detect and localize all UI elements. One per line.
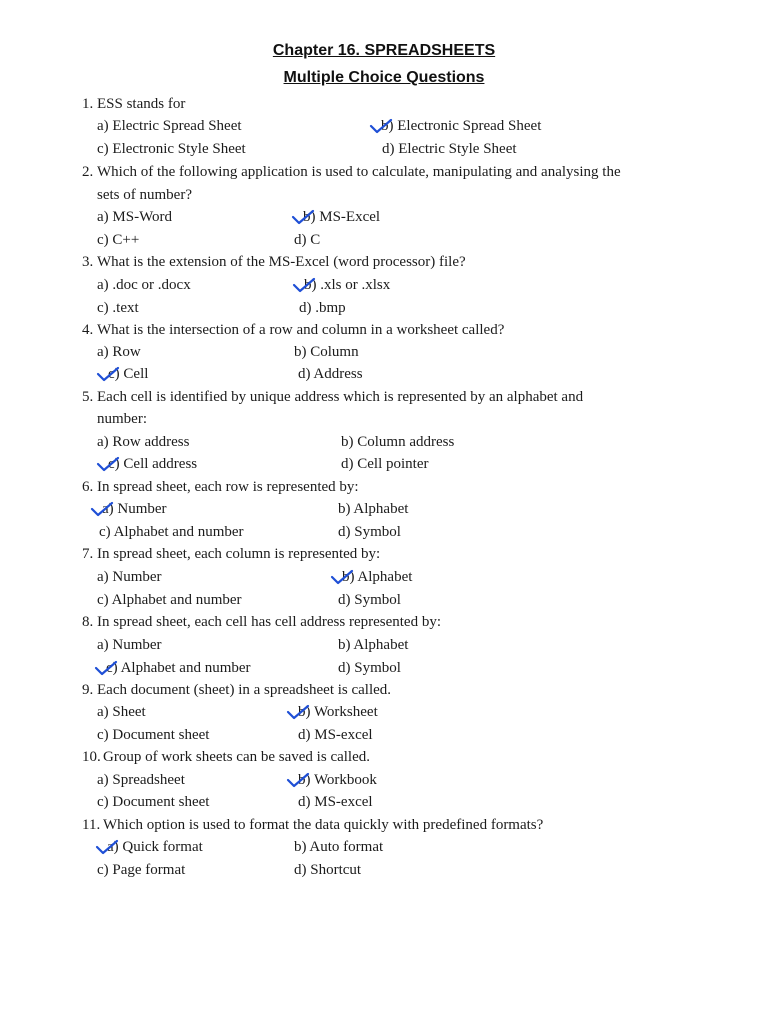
question-6-number: 6. xyxy=(82,479,94,495)
question-7-option-b: b) Alphabet xyxy=(342,569,413,585)
question-7-text: In spread sheet, each column is represented by: xyxy=(97,546,381,562)
question-10-number: 10. xyxy=(82,749,101,765)
question-11-number: 11. xyxy=(82,817,101,833)
chapter-title: Chapter 16. SPREADSHEETS xyxy=(272,42,496,59)
question-5-number: 5. xyxy=(82,389,94,405)
question-2-text-cont: sets of number? xyxy=(97,187,192,203)
question-6-check-mark-icon xyxy=(90,501,110,515)
question-11-text: Which option is used to format the data quickly with predefined formats? xyxy=(103,817,544,833)
question-3-option-b: b) .xls or .xlsx xyxy=(304,277,391,293)
question-7-option-d: d) Symbol xyxy=(338,592,401,608)
question-8-number: 8. xyxy=(82,614,94,630)
question-2-check-mark-icon xyxy=(291,209,311,223)
question-2-number: 2. xyxy=(82,164,94,180)
question-1-option-d: d) Electric Style Sheet xyxy=(382,141,517,157)
question-9-option-a: a) Sheet xyxy=(97,704,146,720)
question-10-option-a: a) Spreadsheet xyxy=(97,772,185,788)
question-5-text: Each cell is identified by unique address which is represented by an alphabet and xyxy=(97,389,584,405)
question-11-option-a: a) Quick format xyxy=(107,839,203,855)
question-1-check-mark-icon xyxy=(369,118,389,132)
page-subtitle: Multiple Choice Questions xyxy=(283,69,485,86)
question-3-check-mark-icon xyxy=(292,277,312,291)
question-1-option-a: a) Electric Spread Sheet xyxy=(97,118,242,134)
question-7-check-mark-icon xyxy=(330,569,350,583)
question-5-text-cont: number: xyxy=(97,411,147,427)
question-10-option-b: b) Workbook xyxy=(298,772,377,788)
question-10-text: Group of work sheets can be saved is called. xyxy=(103,749,370,765)
question-2-option-d: d) C xyxy=(294,232,321,248)
question-11-option-d: d) Shortcut xyxy=(294,862,362,878)
question-4-number: 4. xyxy=(82,322,94,338)
question-6-option-d: d) Symbol xyxy=(338,524,401,540)
question-5-option-a: a) Row address xyxy=(97,434,190,450)
question-3-number: 3. xyxy=(82,254,94,270)
question-8-option-d: d) Symbol xyxy=(338,660,401,676)
question-9-number: 9. xyxy=(82,682,94,698)
question-1-option-c: c) Electronic Style Sheet xyxy=(97,141,246,157)
question-6-option-a: a) Number xyxy=(102,501,167,517)
question-8-text: In spread sheet, each cell has cell address represented by: xyxy=(97,614,442,630)
question-8-option-c: c) Alphabet and number xyxy=(106,660,251,676)
question-3-text: What is the extension of the MS-Excel (word processor) file? xyxy=(97,254,466,270)
question-4-text: What is the intersection of a row and column in a worksheet called? xyxy=(97,322,505,338)
question-10-option-c: c) Document sheet xyxy=(97,794,210,810)
question-9-text: Each document (sheet) in a spreadsheet is called. xyxy=(97,682,392,698)
question-11-option-c: c) Page format xyxy=(97,862,186,878)
question-2-option-b: b) MS-Excel xyxy=(303,209,381,225)
question-9-option-c: c) Document sheet xyxy=(97,727,210,743)
question-10-check-mark-icon xyxy=(286,772,306,786)
question-4-check-mark-icon xyxy=(96,366,116,380)
question-11-check-mark-icon xyxy=(95,839,115,853)
question-4-option-c: c) Cell xyxy=(108,366,149,382)
question-7-number: 7. xyxy=(82,546,94,562)
question-6-option-c: c) Alphabet and number xyxy=(99,524,244,540)
question-3-option-c: c) .text xyxy=(97,300,139,316)
question-1-text: ESS stands for xyxy=(97,96,186,112)
question-2-option-c: c) C++ xyxy=(97,232,140,248)
question-5-option-d: d) Cell pointer xyxy=(341,456,429,472)
question-1-option-b: b) Electronic Spread Sheet xyxy=(381,118,542,134)
question-11-option-b: b) Auto format xyxy=(294,839,384,855)
question-4-option-d: d) Address xyxy=(298,366,363,382)
question-3-option-a: a) .doc or .docx xyxy=(97,277,191,293)
question-2-option-a: a) MS-Word xyxy=(97,209,173,225)
question-9-option-d: d) MS-excel xyxy=(298,727,373,743)
question-7-option-a: a) Number xyxy=(97,569,162,585)
question-8-option-b: b) Alphabet xyxy=(338,637,409,653)
question-5-option-b: b) Column address xyxy=(341,434,455,450)
question-3-option-d: d) .bmp xyxy=(299,300,346,316)
question-1-number: 1. xyxy=(82,96,94,112)
question-4-option-b: b) Column xyxy=(294,344,359,360)
question-5-option-c: c) Cell address xyxy=(108,456,198,472)
question-10-option-d: d) MS-excel xyxy=(298,794,373,810)
question-9-check-mark-icon xyxy=(286,704,306,718)
question-8-check-mark-icon xyxy=(94,660,114,674)
question-6-option-b: b) Alphabet xyxy=(338,501,409,517)
question-7-option-c: c) Alphabet and number xyxy=(97,592,242,608)
question-9-option-b: b) Worksheet xyxy=(298,704,378,720)
question-2-text: Which of the following application is used to calculate, manipulating and analysing the xyxy=(97,164,621,180)
question-4-option-a: a) Row xyxy=(97,344,141,360)
question-5-check-mark-icon xyxy=(96,456,116,470)
question-8-option-a: a) Number xyxy=(97,637,162,653)
question-6-text: In spread sheet, each row is represented by: xyxy=(97,479,359,495)
